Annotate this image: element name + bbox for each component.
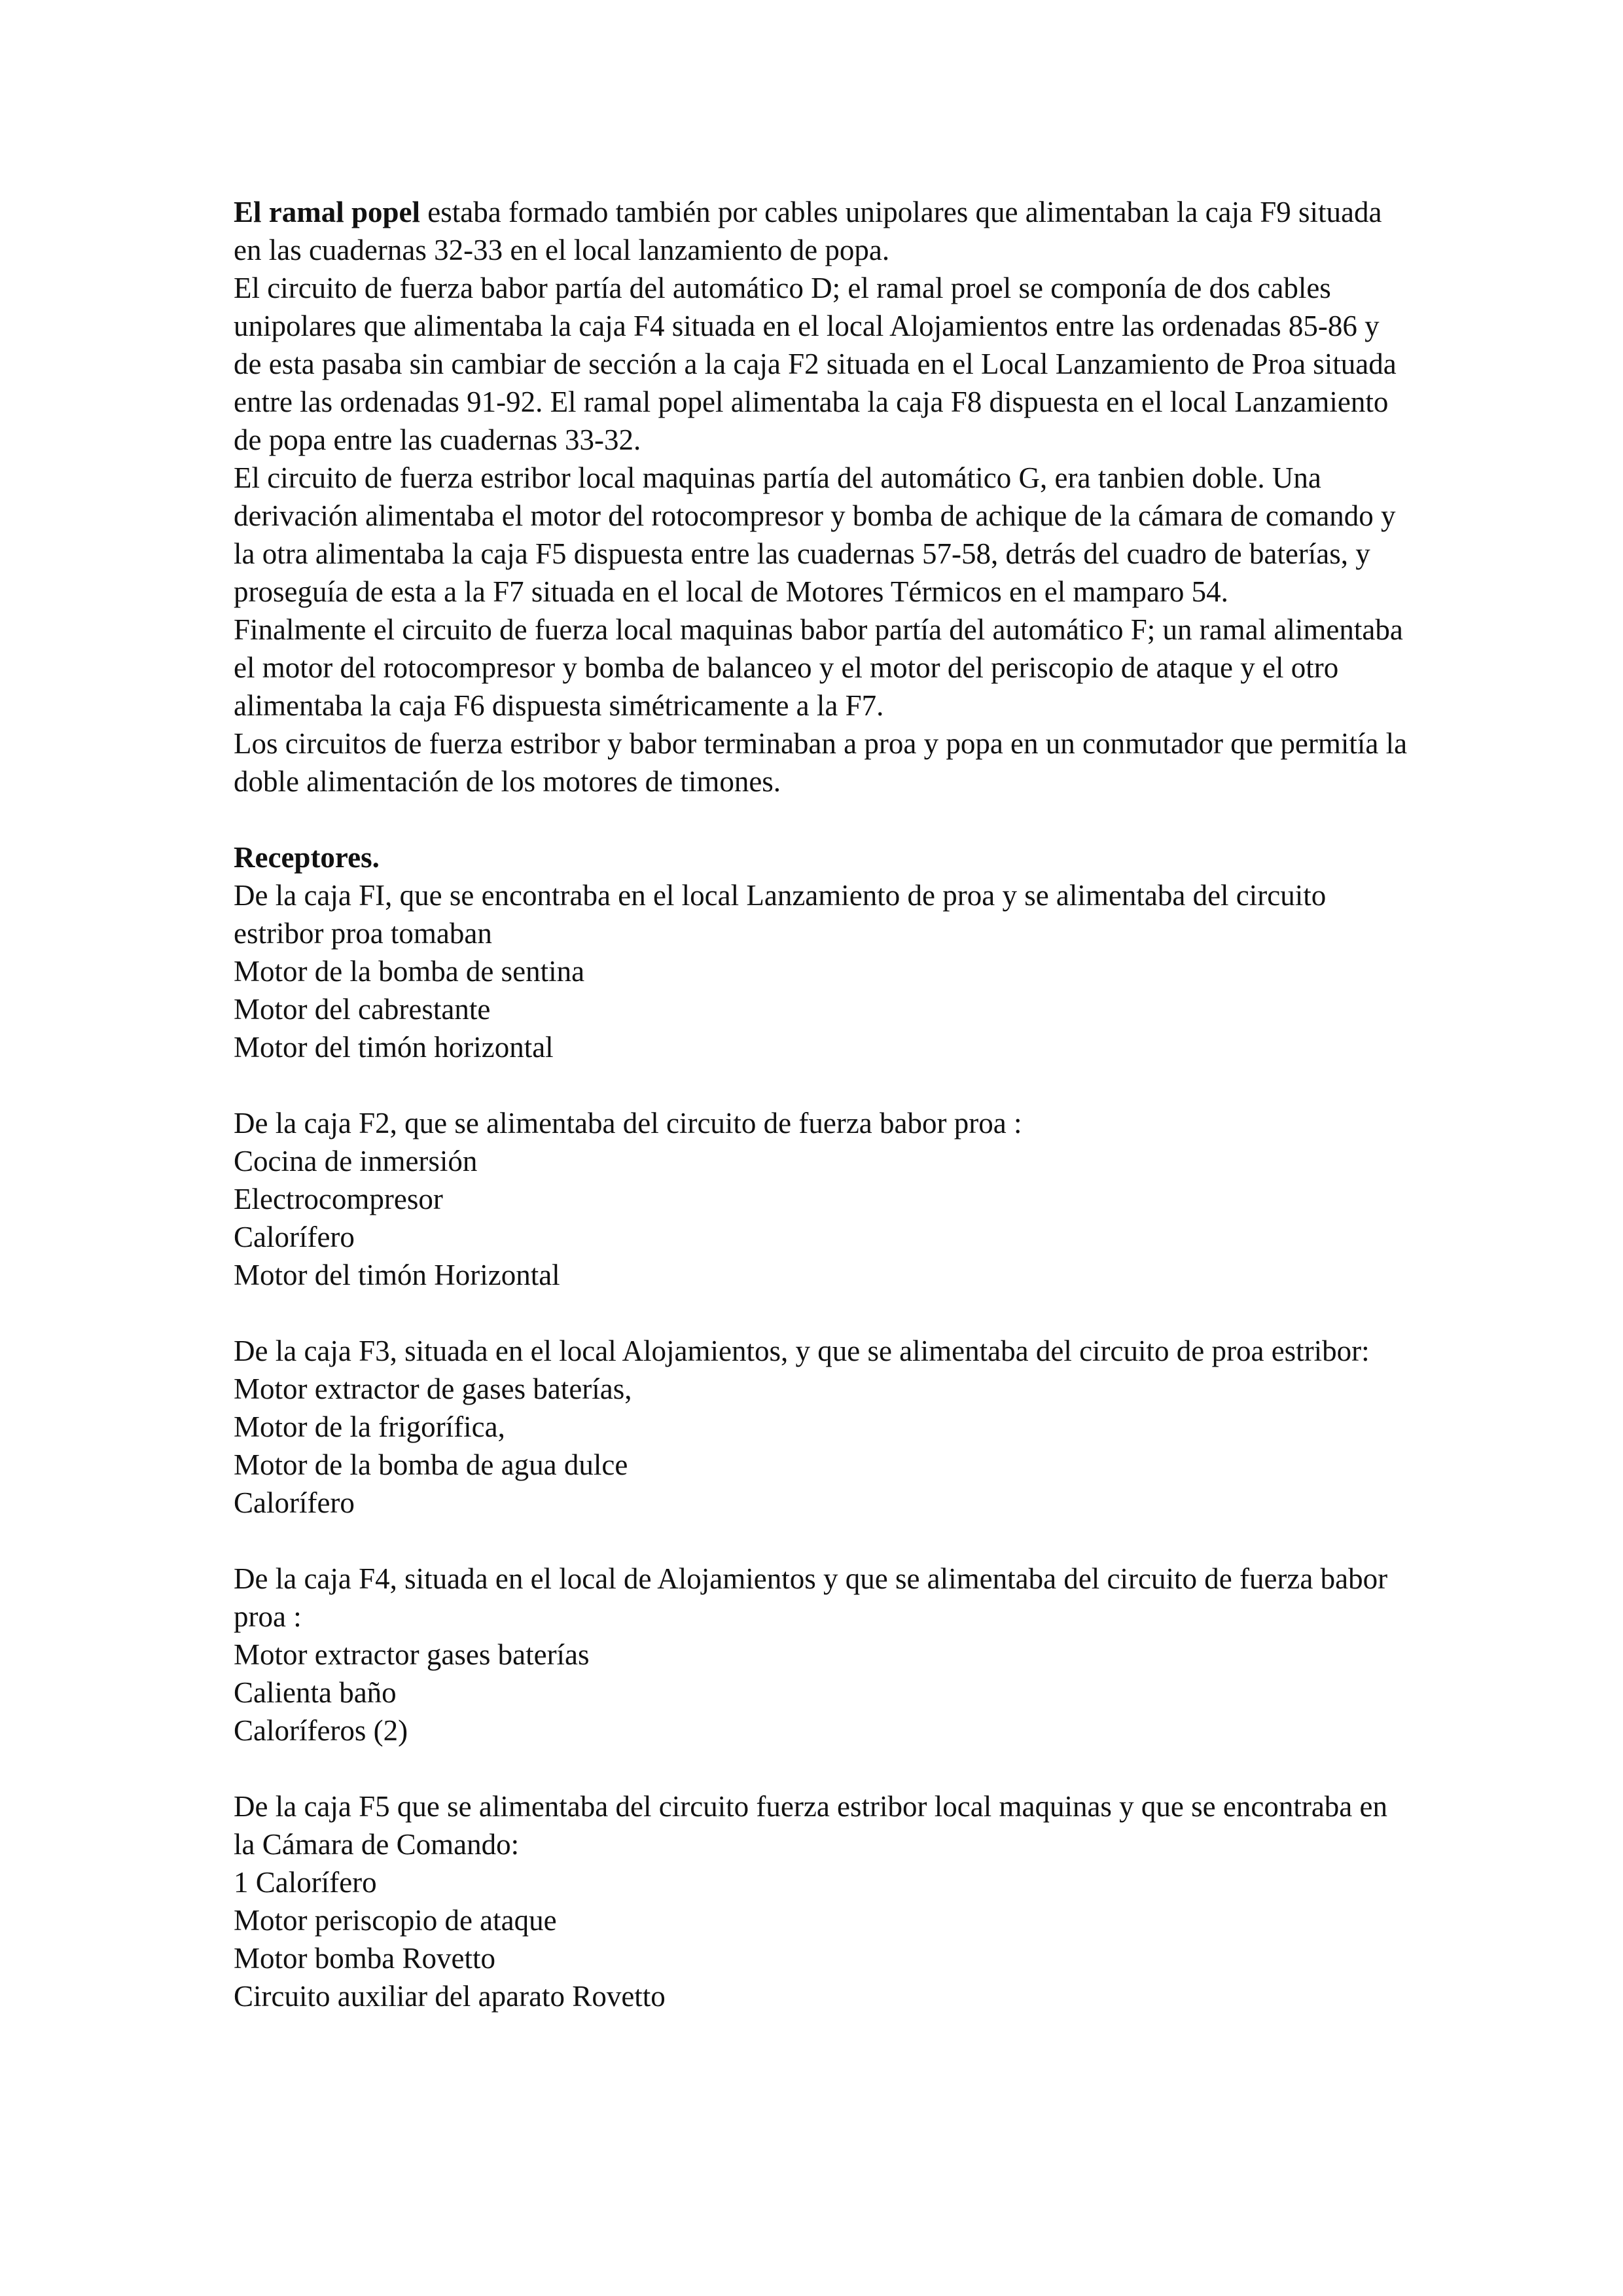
paragraph-fuerza-babor: El circuito de fuerza babor partía del automático D; el ramal proel se componía de dos cables unipolares que alimentaba la caja F4 situada en el local Alojamientos entre las ordenadas 85-86 y de esta pasaba sin cambiar de sección a la caja F2 situada en el Local Lanzamiento de Proa situada entre las ordenadas 91-92. El ramal popel alimentaba la caja F8 dispuesta en el local Lanzamiento de popa entre las cuadernas 33-32. bbox=[234, 272, 1397, 456]
spacer bbox=[234, 1294, 1412, 1332]
list-item: Motor extractor de gases baterías, bbox=[234, 1372, 632, 1405]
list-item: Motor bomba Rovetto bbox=[234, 1942, 495, 1975]
list-item: Motor de la bomba de agua dulce bbox=[234, 1448, 628, 1481]
list-item: Calorífero bbox=[234, 1221, 355, 1253]
list-item: Circuito auxiliar del aparato Rovetto bbox=[234, 1980, 666, 2013]
spacer bbox=[234, 1749, 1412, 1787]
spacer bbox=[234, 800, 1412, 838]
list-item: Motor periscopio de ataque bbox=[234, 1904, 557, 1937]
list-item: Motor extractor gases baterías bbox=[234, 1638, 590, 1671]
receptores-heading: Receptores. bbox=[234, 841, 380, 874]
ramal-popel-bold: El ramal popel bbox=[234, 196, 421, 228]
paragraph-maquinas-babor: Finalmente el circuito de fuerza local maquinas babor partía del automático F; un ramal alimentaba el motor del rotocompresor y bomba de balanceo y el motor del periscopio de ataque y el otro alimentaba la caja F6 dispuesta simétricamente a la F7. bbox=[234, 613, 1403, 722]
section-caja-f5 bbox=[234, 1787, 1412, 2015]
section-caja-f4 bbox=[234, 1560, 1412, 1749]
list-item: Cocina de inmersión bbox=[234, 1145, 478, 1177]
spacer bbox=[234, 1066, 1412, 1104]
section-caja-f3 bbox=[234, 1332, 1412, 1522]
paragraph-conmutador: Los circuitos de fuerza estribor y babor terminaban a proa y popa en un conmutador que permitía la doble alimentación de los motores de timones. bbox=[234, 727, 1408, 798]
paragraph-ramal-popel bbox=[234, 193, 1412, 269]
section-intro: De la caja F4, situada en el local de Alojamientos y que se alimentaba del circuito de fuerza babor proa : bbox=[234, 1562, 1388, 1633]
section-intro: De la caja FI, que se encontraba en el local Lanzamiento de proa y se alimentaba del circuito estribor proa tomaban bbox=[234, 879, 1327, 950]
section-caja-f1 bbox=[234, 876, 1412, 1066]
list-item: Motor del timón horizontal bbox=[234, 1031, 554, 1064]
list-item: Caloríferos (2) bbox=[234, 1714, 408, 1747]
list-item: 1 Calorífero bbox=[234, 1866, 377, 1899]
list-item: Motor de la bomba de sentina bbox=[234, 955, 585, 988]
paragraph-fuerza-estribor: El circuito de fuerza estribor local maquinas partía del automático G, era tanbien doble. Una derivación alimentaba el motor del rotocompresor y bomba de achique de la cámara de comando y la otra alimentaba la caja F5 dispuesta entre las cuadernas 57-58, detrás del cuadro de baterías, y proseguía de esta a la F7 situada en el local de Motores Térmicos en el mamparo 54. bbox=[234, 461, 1396, 608]
section-intro: De la caja F3, situada en el local Alojamientos, y que se alimentaba del circuito de proa estribor: bbox=[234, 1335, 1370, 1367]
list-item: Motor del cabrestante bbox=[234, 993, 491, 1026]
document-page bbox=[234, 193, 1412, 2015]
section-intro: De la caja F5 que se alimentaba del circuito fuerza estribor local maquinas y que se encontraba en la Cámara de Comando: bbox=[234, 1790, 1387, 1861]
section-caja-f2 bbox=[234, 1104, 1412, 1294]
list-item: Electrocompresor bbox=[234, 1183, 443, 1215]
ramal-popel-text: estaba formado también por cables unipolares que alimentaban la caja F9 situada en las cuadernas 32-33 en el local lanzamiento de popa. bbox=[234, 196, 1382, 266]
section-intro: De la caja F2, que se alimentaba del circuito de fuerza babor proa : bbox=[234, 1107, 1022, 1139]
list-item: Calienta baño bbox=[234, 1676, 397, 1709]
list-item: Motor de la frigorífica, bbox=[234, 1410, 505, 1443]
spacer bbox=[234, 1522, 1412, 1560]
list-item: Calorífero bbox=[234, 1486, 355, 1519]
list-item: Motor del timón Horizontal bbox=[234, 1259, 560, 1291]
